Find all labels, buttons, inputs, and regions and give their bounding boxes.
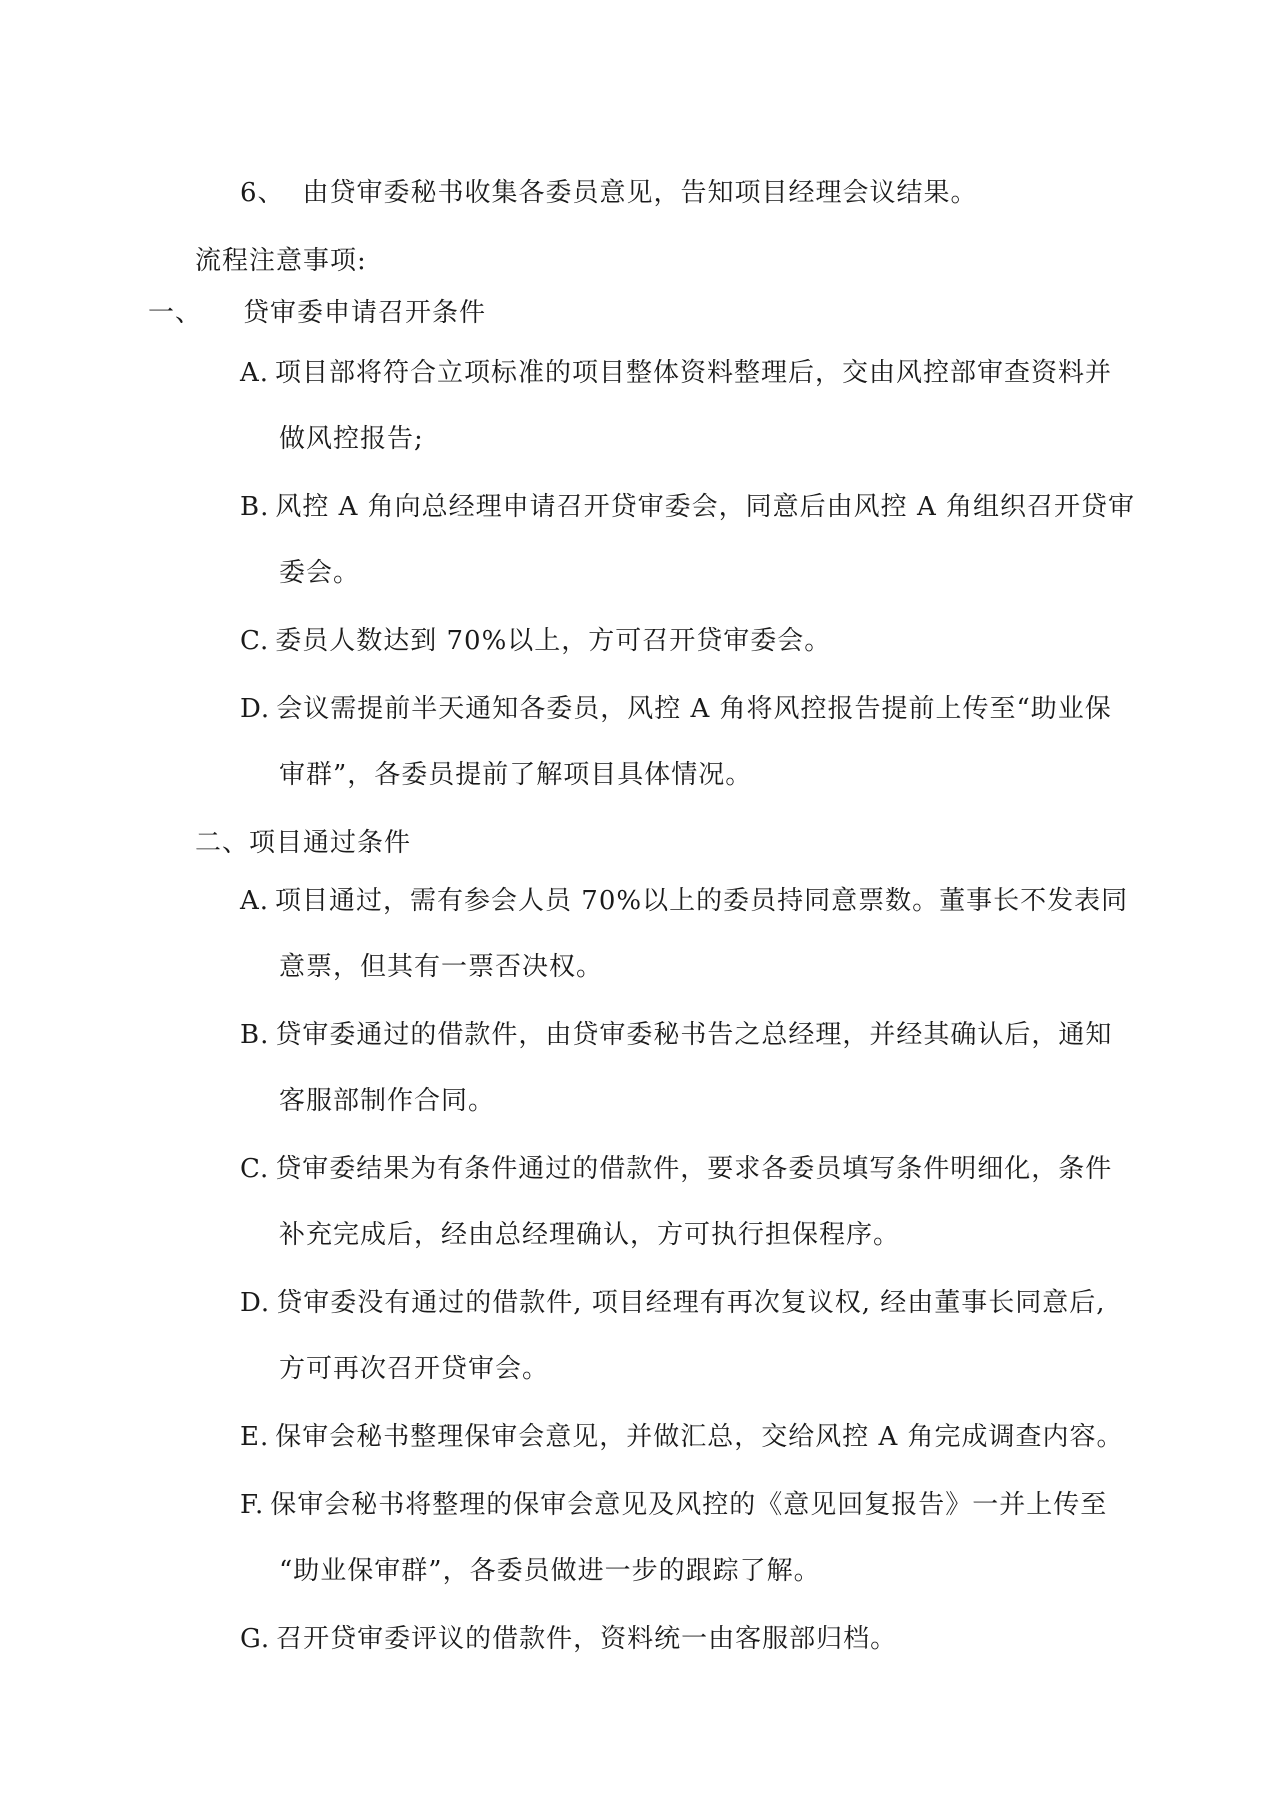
- list-item: [240, 692, 1112, 726]
- item-label: A.: [240, 886, 270, 916]
- list-item: [240, 1152, 1112, 1186]
- item-label: D.: [240, 1288, 271, 1318]
- item-label: D.: [240, 694, 271, 724]
- item-label: C.: [240, 1154, 270, 1184]
- list-item: [240, 1622, 897, 1656]
- list-item: [240, 1420, 1124, 1454]
- item-text: 召开贷审委评议的借款件，资料统一由客服部归档。: [276, 1624, 898, 1654]
- item-continuation: 委会。: [279, 558, 361, 588]
- item-label: B.: [240, 492, 270, 522]
- item-label: F.: [240, 1490, 265, 1520]
- item-label: B.: [240, 1020, 270, 1050]
- item-text: 项目通过，需有参会人员 70%以上的委员持同意票数。董事长不发表同: [275, 886, 1129, 916]
- notes-heading: 流程注意事项:: [195, 246, 367, 276]
- item-label: A.: [240, 358, 270, 388]
- step-6: [240, 176, 978, 210]
- item-continuation: 客服部制作合同。: [279, 1086, 496, 1116]
- item-continuation: 做风控报告;: [279, 424, 424, 454]
- item-text: 项目部将符合立项标准的项目整体资料整理后，交由风控部审查资料并: [275, 358, 1113, 388]
- section-2-heading: 二、项目通过条件: [195, 828, 412, 858]
- section-1-heading: [148, 296, 486, 330]
- list-item: [240, 490, 1135, 524]
- section-1-number: 一、: [148, 298, 203, 328]
- item-text: 保审会秘书将整理的保审会意见及风控的《意见回复报告》一并上传至: [270, 1490, 1108, 1520]
- section-1-title: 贷审委申请召开条件: [243, 298, 487, 328]
- item-continuation: 方可再次召开贷审会。: [279, 1354, 550, 1384]
- list-item: [240, 1488, 1107, 1522]
- step-text: 由贷审委秘书收集各委员意见，告知项目经理会议结果。: [302, 178, 978, 208]
- item-text: 保审会秘书整理保审会意见，并做汇总，交给风控 A 角完成调查内容。: [275, 1422, 1124, 1452]
- item-label: G.: [240, 1624, 271, 1654]
- item-text: 贷审委没有通过的借款件, 项目经理有再次复议权, 经由董事长同意后,: [276, 1288, 1106, 1318]
- item-continuation: 意票，但其有一票否决权。: [279, 952, 604, 982]
- item-text: 贷审委通过的借款件，由贷审委秘书告之总经理，并经其确认后，通知: [275, 1020, 1113, 1050]
- item-text: 委员人数达到 70%以上，方可召开贷审委会。: [275, 626, 832, 656]
- item-text: 贷审委结果为有条件通过的借款件，要求各委员填写条件明细化，条件: [275, 1154, 1113, 1184]
- item-continuation: “助业保审群”，各委员做进一步的跟踪了解。: [279, 1556, 821, 1586]
- item-continuation: 审群”，各委员提前了解项目具体情况。: [279, 760, 753, 790]
- list-item: [240, 356, 1112, 390]
- item-text: 会议需提前半天通知各委员，风控 A 角将风控报告提前上传至“助业保: [276, 694, 1112, 724]
- list-item: [240, 624, 831, 658]
- step-number: 6、: [240, 178, 285, 208]
- item-continuation: 补充完成后，经由总经理确认，方可执行担保程序。: [279, 1220, 901, 1250]
- item-text: 风控 A 角向总经理申请召开贷审委会，同意后由风控 A 角组织召开贷审: [275, 492, 1135, 522]
- list-item: [240, 884, 1128, 918]
- list-item: [240, 1018, 1112, 1052]
- item-label: C.: [240, 626, 270, 656]
- item-label: E.: [240, 1422, 270, 1452]
- list-item: [240, 1286, 1106, 1320]
